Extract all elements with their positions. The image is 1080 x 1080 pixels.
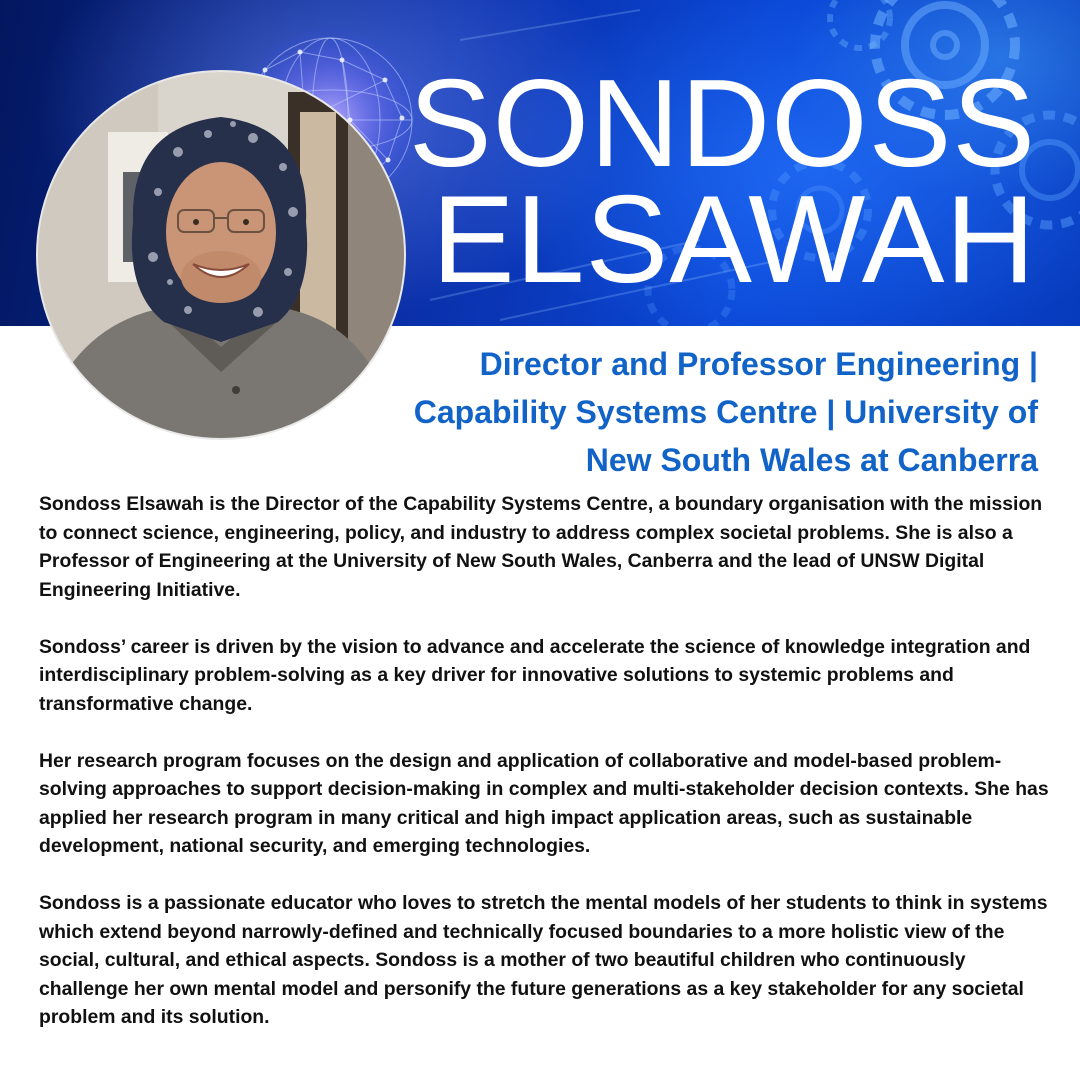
- bio-paragraph: Sondoss Elsawah is the Director of the Capability Systems Centre, a boundary organisation with the mission to connect science, engineering, policy, and industry to address complex societal problems. She is also a Professor of Engineering at the University of New South Wales, Canberra and the lead of UNSW Digital Engineering Initiative.: [39, 493, 1043, 601]
- bio-paragraph: Her research program focuses on the design and application of collaborative and model-based problem-solving approaches to support decision-making in complex and multi-stakeholder decision contexts. She has applied her research program in many critical and high impact application areas, such as sustainable development, national security, and emerging technologies.: [39, 749, 1049, 857]
- last-name-heading: ELSAWAH: [431, 171, 1036, 309]
- biography: [39, 490, 1049, 1060]
- job-title: Director and Professor Engineering | Capability Systems Centre | University of New South Wales at Canberra: [413, 346, 1038, 478]
- bio-paragraph: Sondoss is a passionate educator who loves to stretch the mental models of her students to think in systems which extend beyond narrowly-defined and technically focused boundaries to a more holistic view of the social, cultural, and ethical aspects. Sondoss is a mother of two beautiful children who continuously challenge her own mental model and personify the future generations as a key stakeholder for any societal problem and its solution.: [39, 892, 1048, 1028]
- first-name-heading: SONDOSS: [408, 55, 1036, 193]
- bio-paragraph: Sondoss’ career is driven by the vision to advance and accelerate the science of knowledge integration and interdisciplinary problem-solving as a key driver for innovative solutions to systemic problems and transformative change.: [39, 635, 1031, 715]
- profile-photo: [38, 72, 404, 438]
